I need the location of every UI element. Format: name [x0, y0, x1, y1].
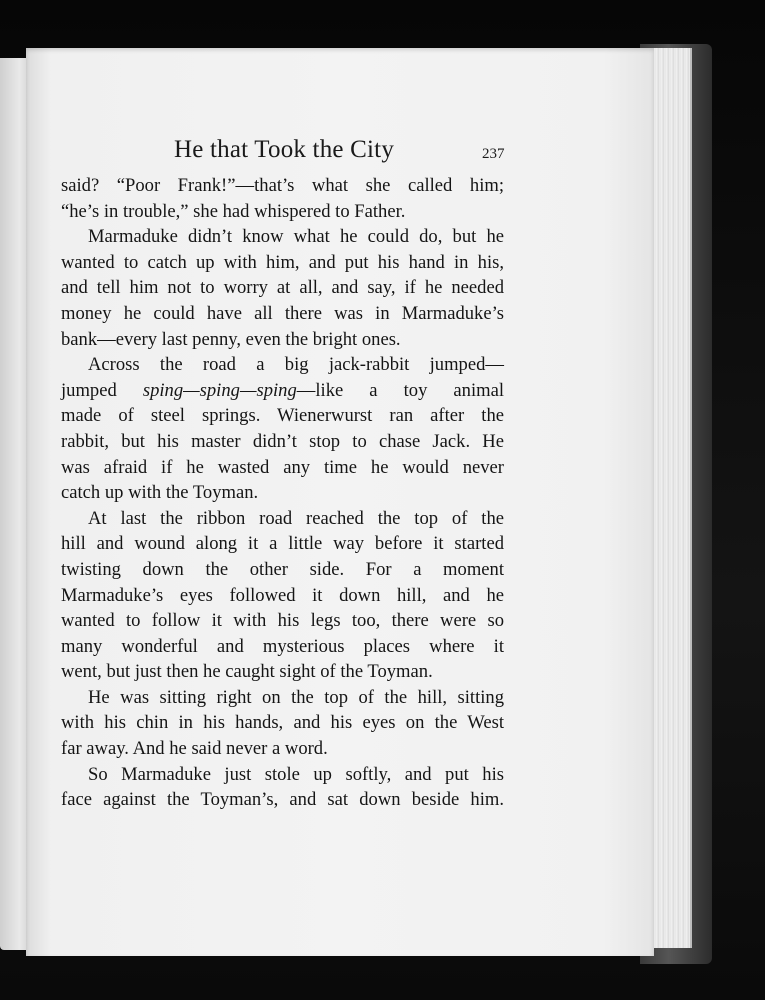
- text-line: said? “Poor Frank!”—that’s what she called him;: [61, 175, 504, 196]
- text-line: catch up with the Toyman.: [61, 482, 259, 504]
- text-span: jumped: [61, 379, 143, 401]
- text-line: went, but just then he caught sight of the Toyman.: [61, 661, 433, 683]
- text-line: So Marmaduke just stole up softly, and put his: [88, 763, 504, 785]
- text-line: bank—every last penny, even the bright ones.: [61, 328, 401, 350]
- text-line: and tell him not to worry at all, and say, if he needed: [61, 277, 504, 299]
- text-line: wanted to catch up with him, and put his hand in his,: [61, 251, 504, 273]
- text-line: with his chin in his hands, and his eyes on the West: [61, 712, 504, 734]
- text-line: Marmaduke didn’t know what he could do, but he: [88, 226, 504, 248]
- italic-onomatopoeia: sping—sping—sping: [142, 379, 297, 401]
- text-line: twisting down the other side. For a moment: [61, 558, 504, 580]
- text-line: far away. And he said never a word.: [61, 738, 328, 760]
- text-line: rabbit, but his master didn’t stop to chase Jack. He: [61, 430, 504, 452]
- facing-page-edge: [0, 58, 28, 950]
- text-line: Across the road a big jack-rabbit jumped—: [88, 354, 504, 376]
- text-line: At last the ribbon road reached the top of the: [88, 507, 504, 529]
- text-line: wanted to follow it with his legs too, there were so: [61, 610, 504, 632]
- text-line: [61, 378, 504, 404]
- text-line: face against the Toyman’s, and sat down beside him.: [61, 789, 504, 811]
- text-line: Marmaduke’s eyes followed it down hill, and he: [61, 584, 504, 606]
- running-head: He that Took the City: [174, 136, 395, 163]
- text-line: money he could have all there was in Marmaduke’s: [61, 302, 504, 324]
- text-line: made of steel springs. Wienerwurst ran after the: [61, 405, 504, 427]
- text-line: was afraid if he wasted any time he would never: [61, 456, 504, 478]
- text-line: many wonderful and mysterious places where it: [61, 635, 504, 657]
- text-line: hill and wound along it a little way before it started: [61, 533, 504, 555]
- text-line: “he’s in trouble,” she had whispered to Father.: [61, 200, 406, 222]
- text-span: —like a toy animal: [296, 379, 505, 401]
- text-line: He was sitting right on the top of the hill, sitting: [88, 686, 504, 708]
- body-text: [61, 173, 504, 813]
- page-number: 237: [482, 146, 505, 162]
